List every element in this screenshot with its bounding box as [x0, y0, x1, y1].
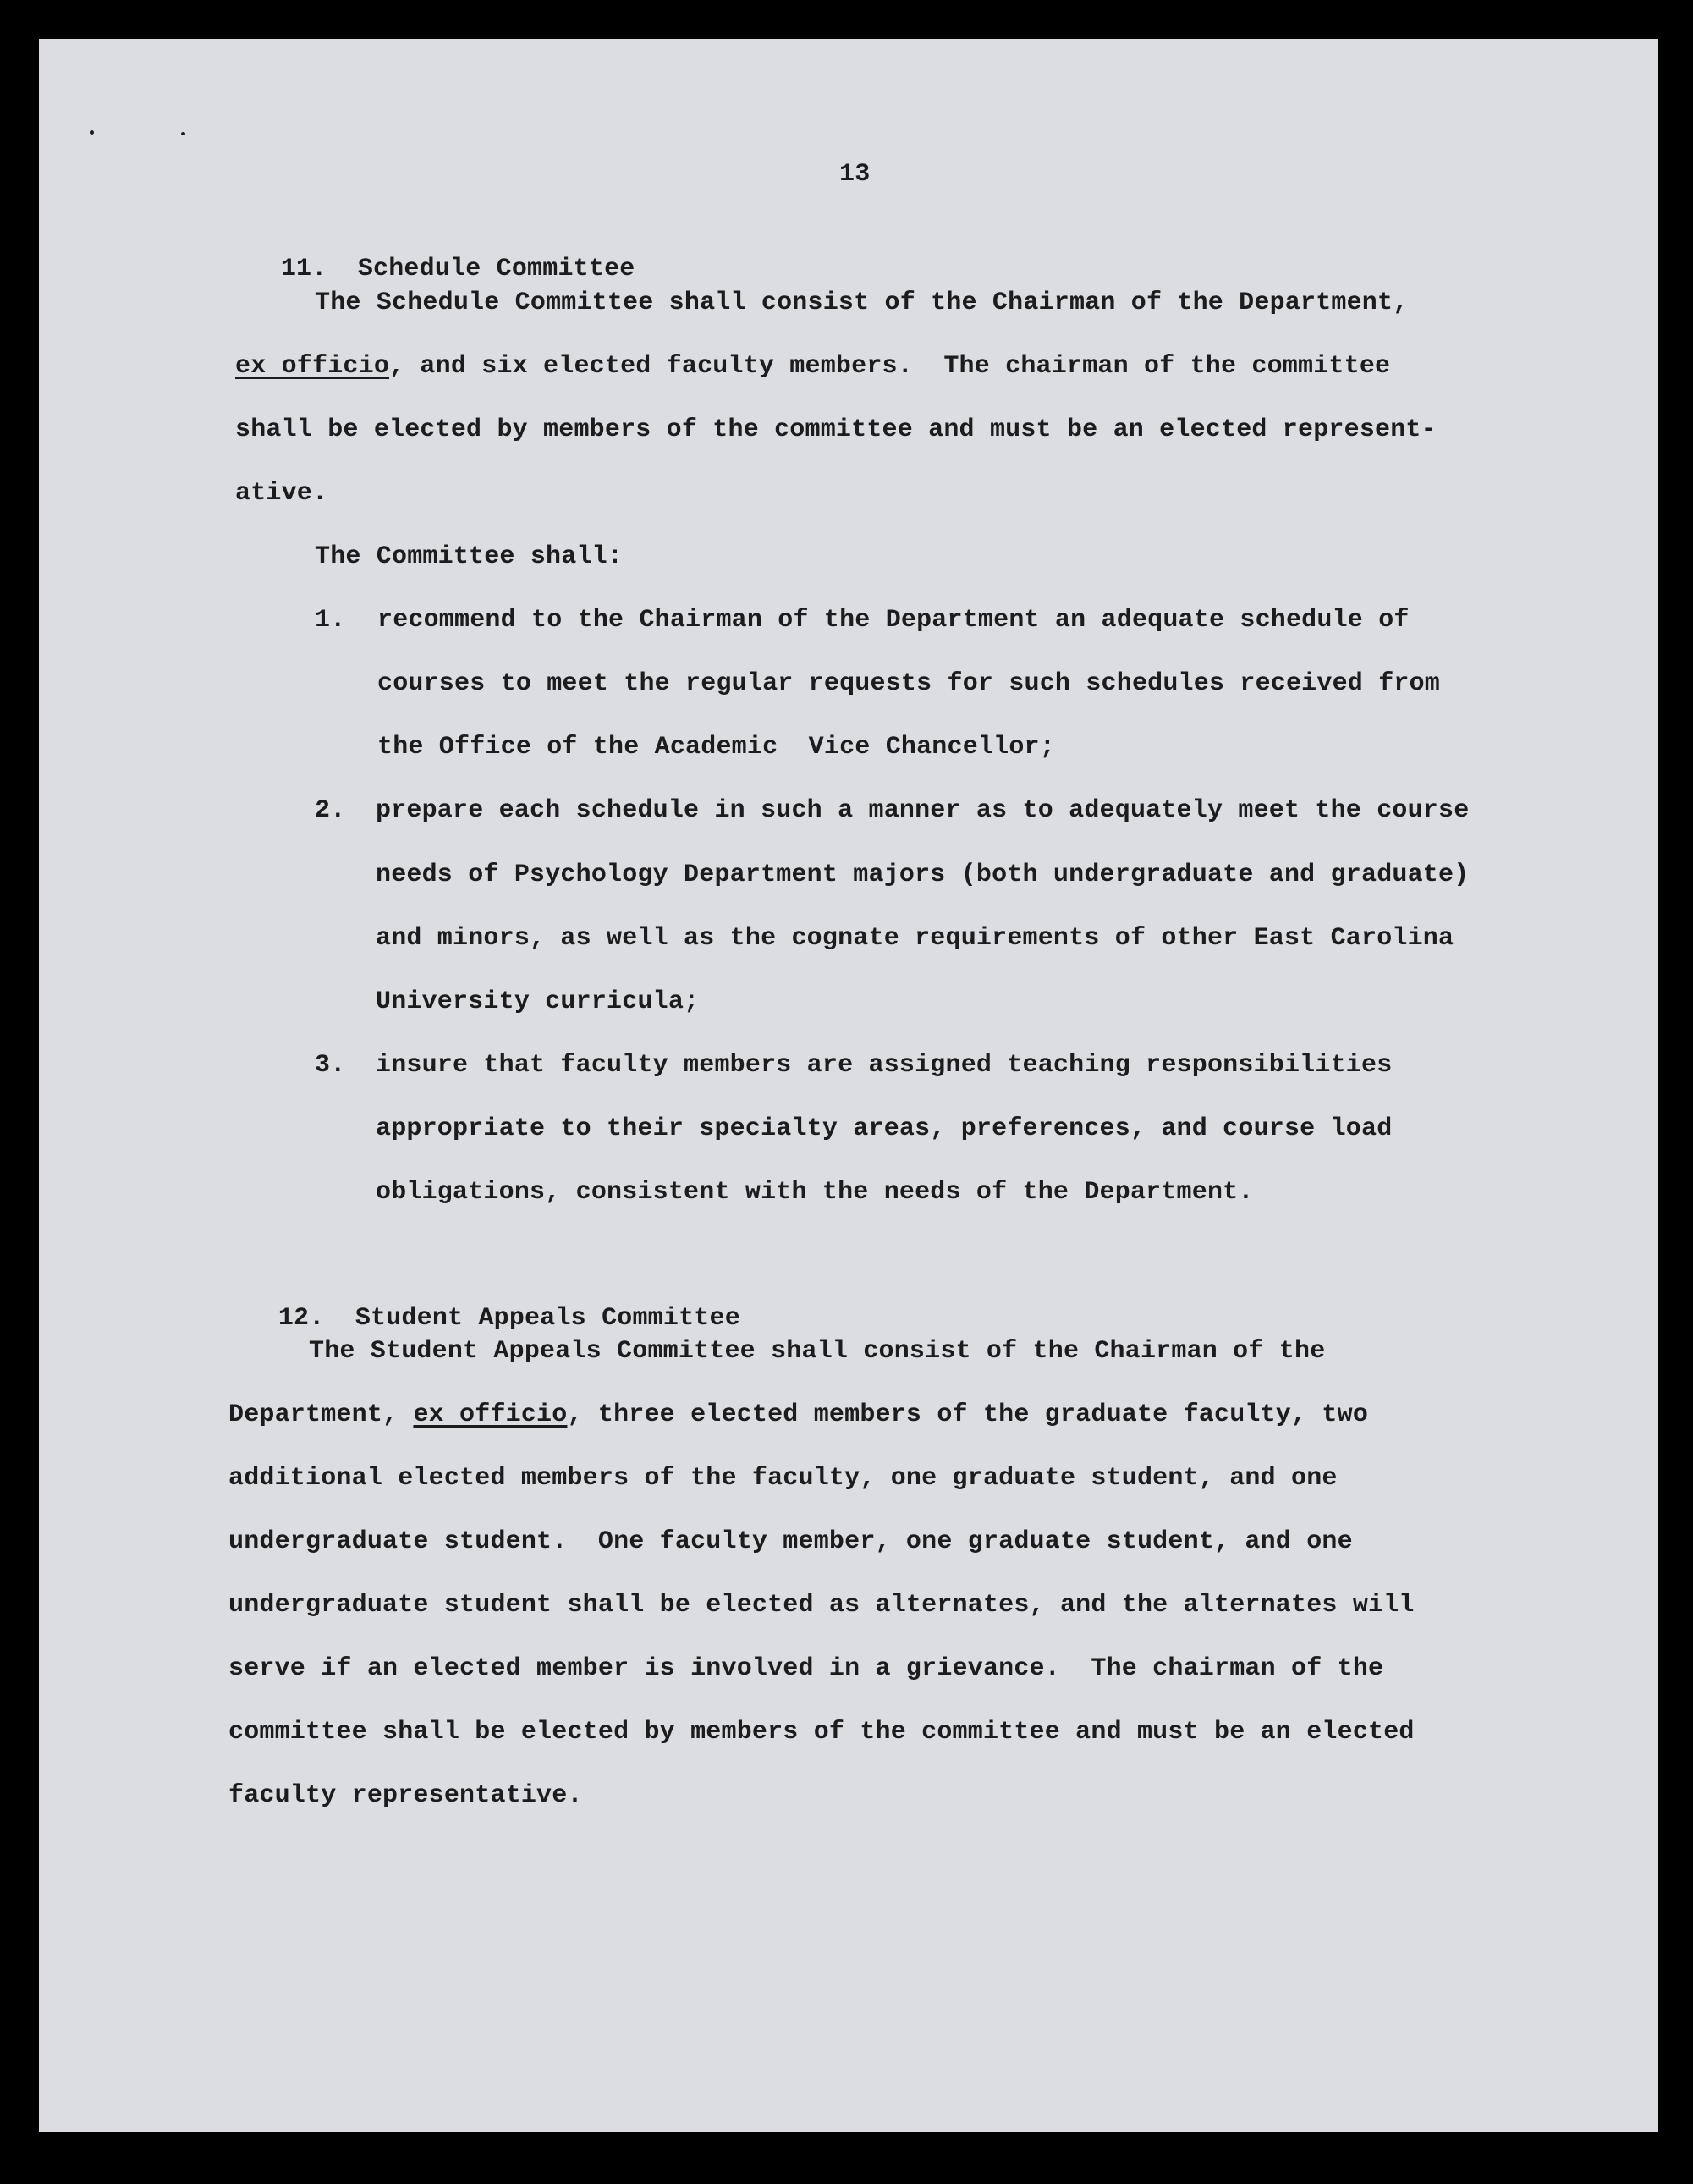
- item-line: recommend to the Chairman of the Department an adequate schedule of: [377, 606, 1410, 635]
- section-12-para-line: The Student Appeals Committee shall consist of the Chairman of the: [309, 1337, 1326, 1366]
- item-number: 2.: [315, 796, 346, 825]
- ex-officio-term: ex officio: [413, 1400, 568, 1429]
- section-12-para-line: [228, 1400, 1368, 1430]
- item-number: 3.: [315, 1051, 346, 1080]
- page-number: 13: [839, 160, 871, 189]
- section-number: 12.: [278, 1304, 325, 1333]
- item-line: insure that faculty members are assigned teaching responsibilities: [376, 1051, 1393, 1080]
- section-title: Schedule Committee: [357, 255, 635, 283]
- margin-speck: [90, 130, 94, 135]
- section-11-para-line: [235, 351, 1390, 382]
- ex-officio-term: ex officio: [235, 352, 390, 381]
- margin-speck: [181, 132, 185, 135]
- item-line: obligations, consistent with the needs of the Department.: [376, 1178, 1254, 1207]
- section-12-para-line: undergraduate student. One faculty member, one graduate student, and one: [228, 1527, 1353, 1556]
- section-12-para-line: additional elected members of the faculty, one graduate student, and one: [228, 1464, 1338, 1493]
- item-line: the Office of the Academic Vice Chancellor;: [377, 733, 1055, 762]
- item-line: needs of Psychology Department majors (both undergraduate and graduate): [376, 861, 1470, 889]
- text-run: , and six elected faculty members. The chairman of the committee: [389, 352, 1391, 381]
- text-run: , three elected members of the graduate faculty, two: [567, 1400, 1369, 1429]
- section-12-para-line: undergraduate student shall be elected as alternates, and the alternates will: [228, 1591, 1415, 1620]
- item-number: 1.: [315, 606, 346, 635]
- section-11-para-line: shall be elected by members of the committee and must be an elected represent-: [235, 415, 1437, 444]
- section-12-para-line: serve if an elected member is involved in a grievance. The chairman of the: [228, 1654, 1384, 1683]
- section-12-para-line: faculty representative.: [228, 1781, 583, 1810]
- section-number: 11.: [280, 255, 327, 283]
- section-title: Student Appeals Committee: [355, 1304, 740, 1333]
- item-line: University curricula;: [376, 987, 700, 1016]
- document-page: [39, 39, 1658, 2132]
- text-run: Department,: [228, 1400, 414, 1429]
- item-line: prepare each schedule in such a manner as to adequately meet the course: [376, 796, 1470, 825]
- item-line: appropriate to their specialty areas, preferences, and course load: [376, 1114, 1393, 1143]
- section-12-para-line: committee shall be elected by members of the committee and must be an elected: [228, 1718, 1415, 1747]
- item-line: and minors, as well as the cognate requirements of other East Carolina: [376, 924, 1454, 953]
- section-11-para-line: The Schedule Committee shall consist of the Chairman of the Department,: [315, 289, 1409, 317]
- item-line: courses to meet the regular requests for such schedules received from: [377, 669, 1441, 698]
- section-11-para-line: ative.: [235, 479, 328, 508]
- committee-lead: The Committee shall:: [315, 542, 624, 571]
